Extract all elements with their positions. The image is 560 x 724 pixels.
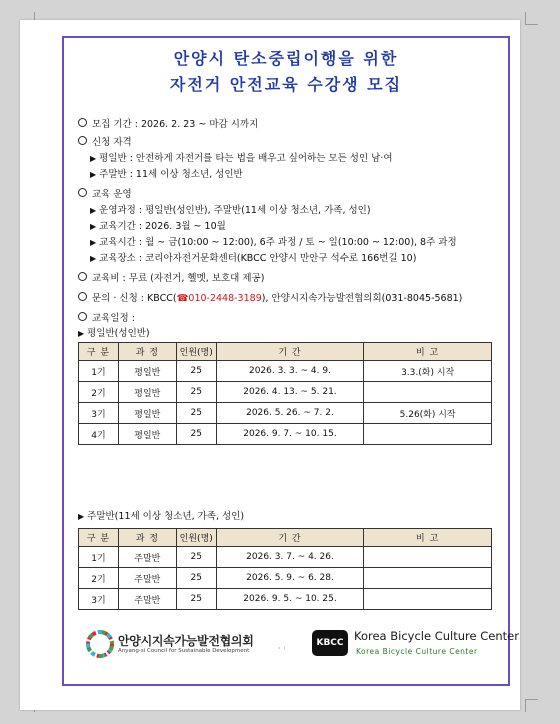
table-cell: 2026. 5. 26. ~ 7. 2. [216,403,364,424]
table-cell: 2026. 3. 3. ~ 4. 9. [216,361,364,382]
table-cell [364,424,492,445]
kbcc-name: Korea Bicycle Culture Center [354,629,519,643]
table-header-row [79,529,492,547]
table-row [79,382,492,403]
table-cell: 2026. 9. 5. ~ 10. 25. [216,589,364,610]
ops-time [90,234,457,248]
fee-text: 교육비 : 무료 (자전거, 헬멧, 보호대 제공) [92,273,265,284]
weekday-caption [78,325,150,339]
table-cell: 3.3.(화) 시작 [364,361,492,382]
triangle-bullet-icon: ▶ [90,170,97,179]
table-cell [364,568,492,589]
table-cell: 주말반 [118,568,176,589]
circle-bullet-icon [78,136,87,145]
apply-weekday-text: 평일반 : 안전하게 자전거를 타는 법을 배우고 싶어하는 모든 성인 남·여 [99,153,393,164]
table-cell: 25 [176,589,216,610]
triangle-bullet-icon: ▶ [90,254,97,263]
apply-weekend [90,166,243,180]
table-cell: 25 [176,382,216,403]
header-cell: 비 고 [364,529,492,547]
header-cell: 비 고 [364,343,492,361]
ops-course [90,202,371,216]
period-text: 모집 기간 : 2026. 2. 23 ~ 마감 시까지 [92,119,259,130]
schedule-heading-text: 교육일정 : [92,313,135,324]
table-cell: 2026. 4. 13. ~ 5. 21. [216,382,364,403]
table-cell: 25 [176,403,216,424]
header-cell: 구 분 [79,343,119,361]
triangle-bullet-icon: ▶ [78,329,85,338]
weekend-caption [78,508,244,522]
ops-heading-text: 교육 운영 [92,189,132,200]
ops-period-text: 교육기간 : 2026. 3월 ~ 10월 [99,221,226,232]
contact-prefix: 문의 · 신청 : KBCC( [92,293,177,304]
council-name: 안양시지속가능발전협의회 [118,634,254,648]
table-row [79,403,492,424]
apply-weekday [90,150,393,164]
table-cell: 3기 [79,589,119,610]
table-row [79,361,492,382]
kbcc-logo: KBCC [312,630,348,656]
circle-bullet-icon [78,272,87,281]
table-cell: 평일반 [118,403,176,424]
table-cell [364,382,492,403]
apply-heading-text: 신청 자격 [92,137,132,148]
table-cell: 25 [176,424,216,445]
circle-bullet-icon [78,118,87,127]
table-row [79,424,492,445]
fee-line [78,270,264,284]
header-cell: 기 간 [216,343,364,361]
ops-place [90,250,416,264]
table-row [79,589,492,610]
table-cell: 3기 [79,403,119,424]
title-line-2: 자전거 안전교육 수강생 모집 [169,75,403,94]
period-line [78,116,258,130]
table-cell: 주말반 [118,589,176,610]
header-cell: 과 정 [118,529,176,547]
table-cell: 2기 [79,382,119,403]
triangle-bullet-icon: ▶ [90,238,97,247]
schedule-heading [78,310,135,324]
contact-phone: ☎010-2448-3189 [176,293,262,304]
header-cell: 인원(명) [176,529,216,547]
table-cell [364,589,492,610]
circle-bullet-icon [78,312,87,321]
contact-line [78,290,462,304]
table-cell: 5.26(화) 시작 [364,403,492,424]
table-cell: 2기 [79,568,119,589]
ops-place-text: 교육장소 : 코리아자전거문화센터(KBCC 안양시 만안구 석수로 166번길 10) [99,253,417,264]
weekday-caption-text: 평일반(성인반) [87,328,150,339]
header-cell: 구 분 [79,529,119,547]
triangle-bullet-icon: ▶ [90,222,97,231]
weekend-table [78,528,492,610]
table-cell: 25 [176,568,216,589]
document-page [20,20,520,710]
circle-bullet-icon [78,292,87,301]
triangle-bullet-icon: ▶ [90,206,97,215]
ops-period [90,218,226,232]
table-row [79,568,492,589]
circle-bullet-icon [78,188,87,197]
triangle-bullet-icon: ▶ [78,512,85,521]
kbcc-subtitle: Korea Bicycle Culture Center [356,647,478,656]
table-cell: 25 [176,547,216,568]
ops-heading [78,186,132,200]
header-cell: 과 정 [118,343,176,361]
table-cell: 2026. 3. 7. ~ 4. 26. [216,547,364,568]
table-cell: 2026. 9. 7. ~ 10. 15. [216,424,364,445]
ops-time-text: 교육시간 : 월 ~ 금(10:00 ~ 12:00), 6주 과정 / 토 ~ 일(10:00 ~ 12:00), 8주 과정 [99,237,457,248]
council-subtitle: Anyang-si Council for Sustainable Development [118,648,250,654]
crop-mark-bottom-right [525,699,538,712]
table-cell: 1기 [79,547,119,568]
apply-weekend-text: 주말반 : 11세 이상 청소년, 성인반 [99,169,243,180]
contact-suffix: ), 안양시지속가능발전협의회(031-8045-5681) [261,293,463,304]
table-row [79,547,492,568]
header-cell: 기 간 [216,529,364,547]
ops-course-text: 운영과정 : 평일반(성인반), 주말반(11세 이상 청소년, 가족, 성인) [99,205,371,216]
sdg-wheel-icon [86,630,114,658]
table-cell: 4기 [79,424,119,445]
weekend-caption-text: 주말반(11세 이상 청소년, 가족, 성인) [87,511,245,522]
apply-heading [78,134,132,148]
table-cell: 1기 [79,361,119,382]
table-header-row [79,343,492,361]
header-cell: 인원(명) [176,343,216,361]
council-logo [86,630,286,658]
table-cell [364,547,492,568]
table-cell: 2026. 5. 9. ~ 6. 28. [216,568,364,589]
crop-mark-top-right [525,12,538,25]
table-cell: 주말반 [118,547,176,568]
table-cell: 평일반 [118,361,176,382]
table-cell: 평일반 [118,424,176,445]
title-line-1: 안양시 탄소중립이행을 위한 [173,49,399,68]
content-frame [62,36,519,686]
table-cell: 평일반 [118,382,176,403]
table-cell: 25 [176,361,216,382]
triangle-bullet-icon: ▶ [90,154,97,163]
weekday-table [78,342,492,445]
footer-dots: · · [278,644,286,653]
